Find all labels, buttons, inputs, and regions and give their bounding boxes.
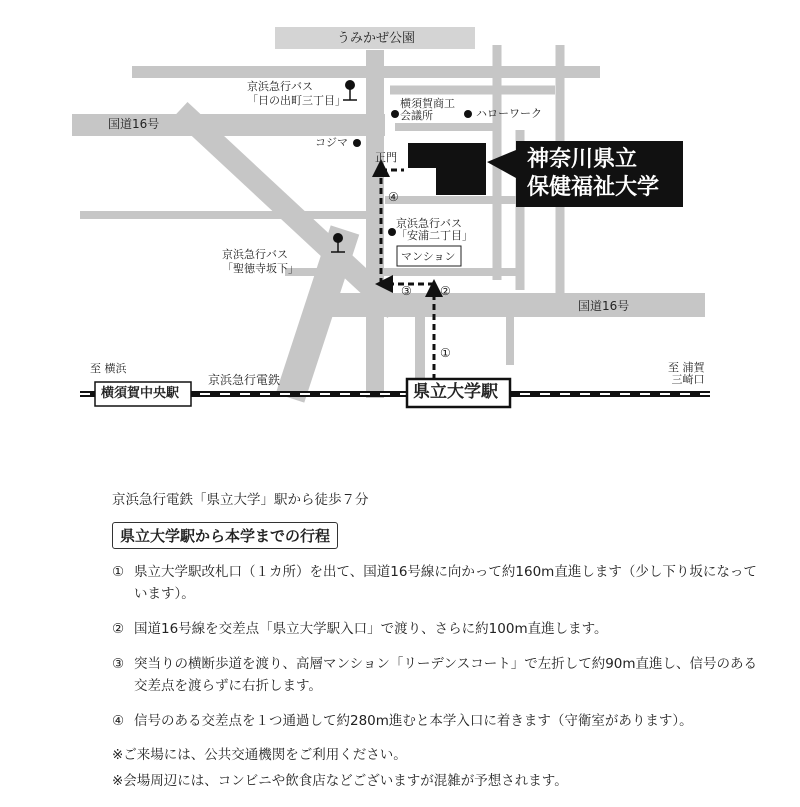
to-yokohama-label: 至 横浜: [90, 362, 127, 375]
kojima-dot: [353, 139, 361, 147]
step-marker-3: ③: [401, 284, 412, 298]
intro-text: 京浜急行電鉄「県立大学」駅から徒歩７分: [112, 492, 369, 508]
bus-stop-hinode-label: 京浜急行バス 「日の出町三丁目」: [247, 80, 346, 107]
bus-stop-shotokuji-label: 京浜急行バス 「聖徳寺坂下」: [222, 248, 299, 275]
park-label: うみかぜ公園: [337, 31, 416, 46]
step-marker-1: ①: [440, 346, 451, 360]
university-building: [408, 143, 486, 195]
step-text: 県立大学駅改札口（１カ所）を出て、国道16号線に向かって約160m直進します（少し下り坂になっています）。: [134, 564, 757, 602]
railway-label: 京浜急行電鉄: [208, 373, 281, 387]
hello-work-dot: [464, 110, 472, 118]
commerce-dot: [391, 110, 399, 118]
step-4: [112, 710, 762, 732]
directions-section: [112, 488, 762, 797]
step-text: 突当りの横断歩道を渡り、高層マンション「リーデンスコート」で左折して約90m直進し、信号のある交差点を渡らずに右折します。: [134, 656, 758, 694]
step-marker-2: ②: [440, 284, 451, 298]
bus-stop-yasura-label: 京浜急行バス 「安浦二丁目」: [396, 217, 473, 242]
step-marker-4: ④: [388, 190, 399, 204]
station-kenritsu-daigaku: 県立大学駅: [413, 382, 498, 402]
diagonal-road: [180, 110, 395, 310]
step-number: ②: [112, 621, 125, 637]
step-number: ①: [112, 564, 125, 580]
step-text: 国道16号線を交差点「県立大学駅入口」で渡り、さらに約100m直進します。: [134, 621, 608, 637]
commerce-label: 横須賀商工 会議所: [400, 97, 455, 122]
step-1: [112, 561, 762, 605]
step-number: ④: [112, 713, 125, 729]
main-gate-label: 正門: [375, 151, 397, 164]
step-3: [112, 653, 762, 697]
step-number: ③: [112, 656, 125, 672]
kojima-label: コジマ: [315, 136, 348, 149]
notes: [112, 745, 762, 791]
note-crowding: ※会場周辺には、コンビニや飲食店などございますが混雑が予想されます。: [112, 773, 568, 789]
route-heading: 県立大学駅から本学までの行程: [112, 522, 338, 549]
hello-work-label: ハローワーク: [476, 107, 542, 120]
step-2: [112, 618, 762, 640]
step-text: 信号のある交差点を１つ通過して約280m進むと本学入口に着きます（守衛室があります）。: [134, 713, 693, 729]
university-name: 神奈川県立 保健福祉大学: [527, 147, 660, 200]
note-public-transport: ※ご来場には、公共交通機関をご利用ください。: [112, 747, 407, 763]
to-uraga-label: 至 浦賀 三崎口: [668, 361, 705, 386]
route16-upper-label: 国道16号: [108, 117, 160, 131]
mansion-label: マンション: [401, 250, 456, 263]
route16-lower-label: 国道16号: [578, 299, 630, 313]
bus-stop-yasura-dot: [388, 228, 396, 236]
station-yokosuka-chuo: 横須賀中央駅: [101, 386, 180, 401]
